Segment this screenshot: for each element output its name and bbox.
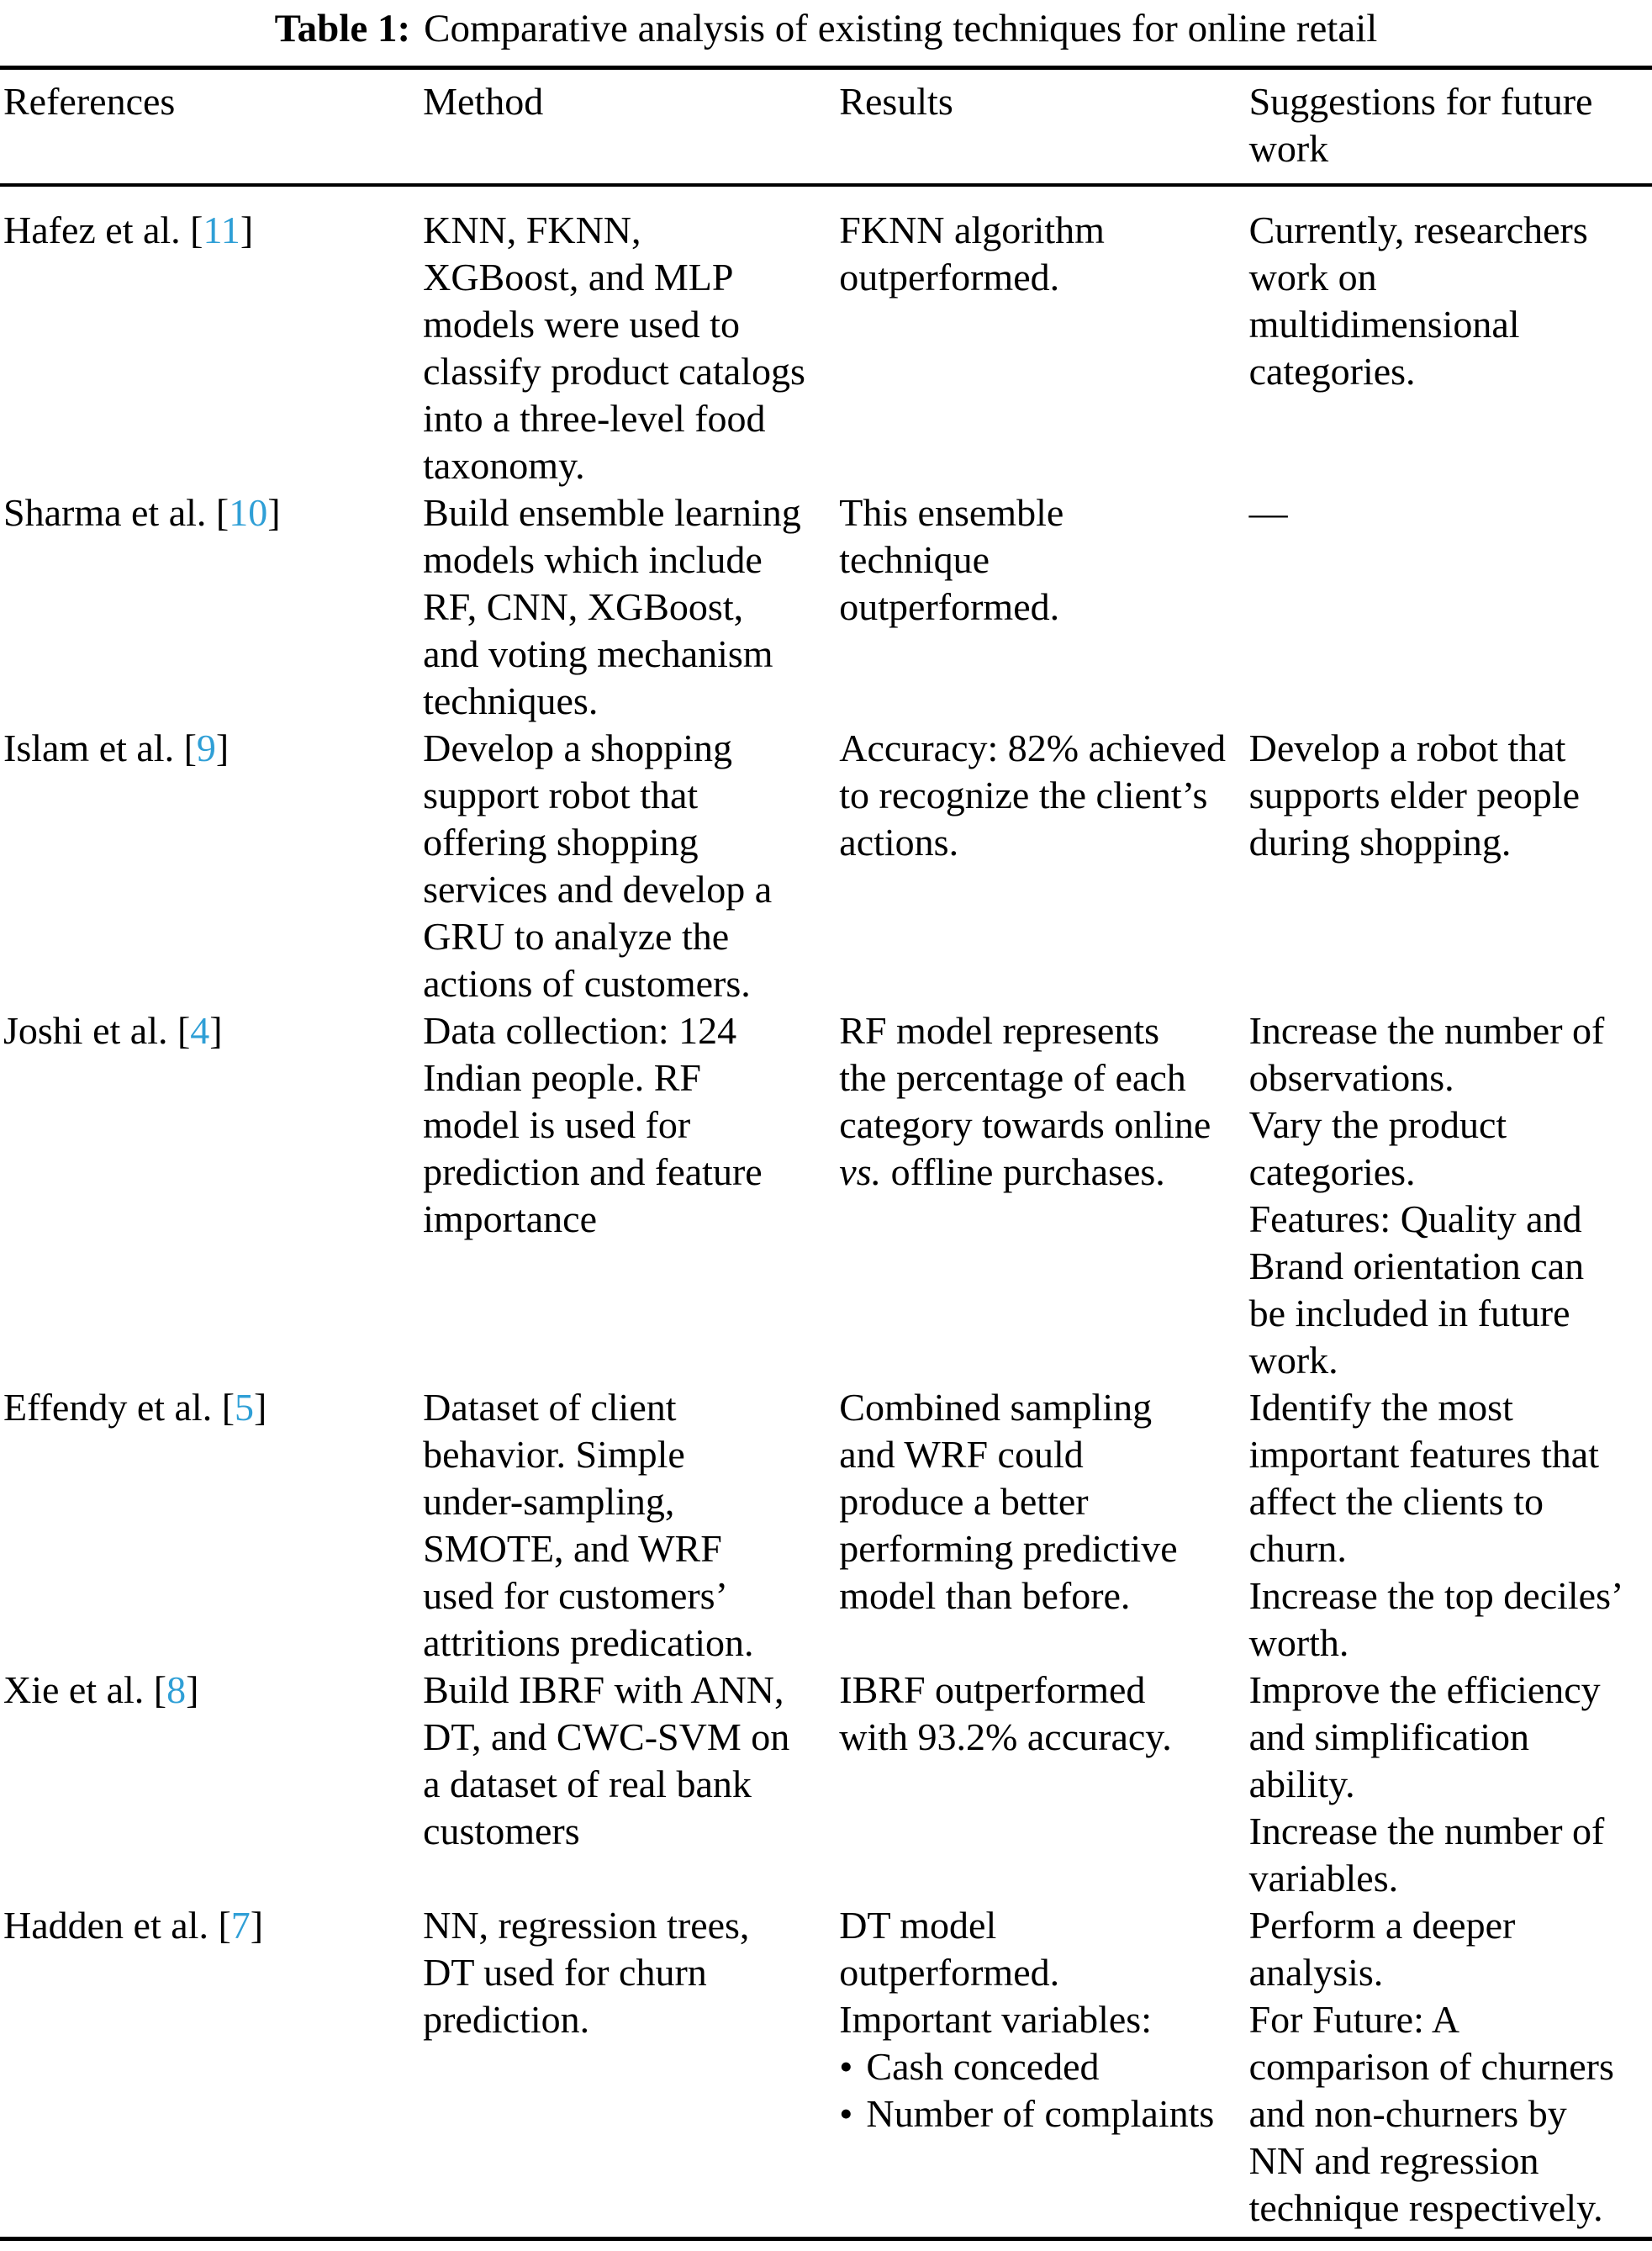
text-line: used for customers’ [423,1574,728,1617]
text-line: DT, and CWC-SVM on [423,1715,790,1758]
text-line: Indian people. RF [423,1056,702,1099]
reference-text: ] [215,727,230,769]
method-cell [420,489,836,725]
suggestions-cell [1246,725,1652,866]
text-line: Increase the number of [1248,1810,1605,1852]
text-line: Data collection: 124 [423,1009,737,1052]
text-line: classify product catalogs [423,350,805,393]
text-line: categories. [1248,350,1416,393]
text-line: model is used for [423,1103,691,1146]
text-line: categories. [1248,1150,1416,1193]
text-line: Develop a shopping [423,727,733,769]
text-line: attritions predication. [423,1621,754,1664]
bullet-item [839,2090,1245,2137]
table-row-hafez [0,207,1652,489]
text-line: FKNN algorithm [839,209,1105,251]
method-cell [420,207,836,489]
text-line: and WRF could [839,1433,1084,1476]
table-top-rule [0,66,1652,70]
text-line: worth. [1248,1621,1349,1664]
table-row-xie [0,1667,1652,1902]
suggestions-cell [1246,1384,1652,1667]
text-line: Build IBRF with ANN, [423,1668,784,1711]
text-line: outperformed. [839,1951,1060,1994]
table-header-row [0,78,1652,172]
reference-entry [3,1384,420,1431]
reference-text: Hadden et al. [ [3,1904,231,1947]
text-line: be included in future [1248,1292,1570,1334]
text-line: services and develop a [423,868,773,911]
column-header-references [0,78,420,125]
text-line: Accuracy: 82% achieved [839,727,1227,769]
header-label: Suggestions for future [1248,80,1593,123]
text-line: and voting mechanism [423,632,773,675]
table-caption-label: Table 1: [274,7,411,50]
text-line: models which include [423,538,763,581]
text-line: Identify the most [1248,1386,1513,1429]
citation-link[interactable]: 10 [229,491,268,534]
text-line: Important variables: [839,1998,1152,2041]
table-row-islam [0,725,1652,1007]
suggestions-cell [1246,1667,1652,1902]
text-line: XGBoost, and MLP [423,256,734,299]
text-line: DT model [839,1904,997,1947]
bullet-item [839,2043,1245,2090]
text-line: supports elder people [1248,774,1581,816]
text-line: GRU to analyze the [423,915,730,958]
text-line: work. [1248,1339,1338,1382]
results-cell [836,489,1245,631]
results-cell [836,1902,1245,2137]
text-line: actions. [839,821,959,864]
em-dash: — [1248,491,1288,534]
results-cell [836,1667,1245,1761]
table-row-sharma [0,489,1652,725]
reference-entry [3,1667,420,1714]
text-line: important features that [1248,1433,1599,1476]
header-label: References [3,80,176,123]
text-line: DT used for churn [423,1951,707,1994]
text-line: Build ensemble learning [423,491,801,534]
reference-text: ] [254,1386,267,1429]
text-line: and non-churners by [1248,2092,1567,2135]
reference-text: ] [267,491,281,534]
text-line: into a three-level food [423,397,766,440]
method-cell [420,1902,836,2043]
reference-text: Joshi et al. [ [3,1009,191,1052]
text-line: produce a better [839,1480,1089,1523]
text-line: techniques. [423,679,599,722]
text-line: technique respectively. [1248,2186,1603,2229]
results-cell [836,725,1245,866]
reference-entry [3,489,420,536]
text-line: performing predictive [839,1527,1178,1570]
method-cell [420,1384,836,1667]
reference-entry [3,1007,420,1054]
text-line: Currently, researchers [1248,209,1588,251]
table-row-joshi [0,1007,1652,1384]
reference-text: Hafez et al. [ [3,209,203,251]
text-line: This ensemble [839,491,1064,534]
text-line: Perform a deeper [1248,1904,1516,1947]
text-line: Dataset of client [423,1386,677,1429]
text-line: NN, regression trees, [423,1904,750,1947]
text-line: a dataset of real bank [423,1762,752,1805]
text-line: Vary the product [1248,1103,1507,1146]
text-line: RF, CNN, XGBoost, [423,585,744,628]
text-line: offline purchases. [881,1150,1165,1193]
text-line: behavior. Simple [423,1433,685,1476]
text-line: observations. [1248,1056,1454,1099]
text-line: to recognize the client’s [839,774,1208,816]
method-cell [420,725,836,1007]
citation-link[interactable]: 7 [230,1904,251,1947]
text-line: customers [423,1810,580,1852]
text-line: the percentage of each [839,1056,1186,1099]
method-cell [420,1667,836,1855]
suggestions-cell [1246,1007,1652,1384]
references-cell [0,725,420,772]
citation-link[interactable]: 4 [190,1009,210,1052]
text-line: actions of customers. [423,962,751,1005]
text-line: ability. [1248,1762,1355,1805]
text-line: with 93.2% accuracy. [839,1715,1172,1758]
text-line: prediction. [423,1998,590,2041]
text-line: For Future: A [1248,1998,1460,2041]
table-bottom-rule [0,2237,1652,2241]
reference-text: Effendy et al. [ [3,1386,235,1429]
text-line: multidimensional [1248,303,1520,346]
text-line: Improve the efficiency [1248,1668,1601,1711]
results-cell [836,1384,1245,1620]
references-cell [0,1667,420,1714]
bullet-icon: • [839,2092,853,2135]
text-line: Increase the top deciles’ [1248,1574,1624,1617]
table-body [0,207,1652,2232]
references-cell [0,1007,420,1054]
citation-link[interactable]: 5 [235,1386,255,1429]
text-line: during shopping. [1248,821,1512,864]
text-line: Features: Quality and [1248,1197,1582,1240]
reference-text: ] [250,1904,264,1947]
reference-text: ] [240,209,254,251]
text-line [839,1149,1245,1196]
reference-entry [3,207,420,254]
text-line: NN and regression [1248,2139,1539,2182]
text-line: KNN, FKNN, [423,209,641,251]
text-line: under-sampling, [423,1480,675,1523]
text-line: Cash conceded [866,2045,1100,2088]
text-line: comparison of churners [1248,2045,1614,2088]
column-header-results [836,78,1245,125]
reference-text: Xie et al. [ [3,1668,167,1711]
reference-text: ] [209,1009,223,1052]
reference-entry [3,725,420,772]
text-line: variables. [1248,1857,1399,1900]
text-line: churn. [1248,1527,1347,1570]
text-line: affect the clients to [1248,1480,1544,1523]
bullet-icon: • [839,2045,853,2088]
references-cell [0,489,420,536]
suggestions-cell [1246,207,1652,395]
table-row-hadden [0,1902,1652,2232]
suggestions-cell [1246,489,1652,536]
column-header-method [420,78,836,125]
results-cell [836,207,1245,301]
reference-text: Islam et al. [ [3,727,197,769]
text-line: SMOTE, and WRF [423,1527,722,1570]
table-row-effendy [0,1384,1652,1667]
vs-italic: vs. [839,1150,882,1193]
text-line: importance [423,1197,598,1240]
text-line: analysis. [1248,1951,1384,1994]
text-line: offering shopping [423,821,699,864]
text-line: and simplification [1248,1715,1530,1758]
results-cell [836,1007,1245,1196]
header-label: work [1248,127,1329,170]
table-header-rule [0,183,1652,187]
reference-text: Sharma et al. [ [3,491,230,534]
citation-link[interactable]: 11 [203,209,240,251]
header-label: Method [423,80,544,123]
text-line: IBRF outperformed [839,1668,1146,1711]
text-line: Combined sampling [839,1386,1153,1429]
text-line: model than before. [839,1574,1131,1617]
table-caption-text: Comparative analysis of existing techniques for online retail [424,7,1378,50]
text-line: outperformed. [839,585,1060,628]
citation-link[interactable]: 9 [196,727,216,769]
reference-text: ] [186,1668,199,1711]
suggestions-cell [1246,1902,1652,2232]
text-line: technique [839,538,990,581]
column-header-suggestions [1246,78,1652,172]
text-line: models were used to [423,303,740,346]
references-cell [0,207,420,254]
citation-link[interactable]: 8 [166,1668,187,1711]
text-line: work on [1248,256,1377,299]
references-cell [0,1384,420,1431]
text-line: category towards online [839,1103,1211,1146]
method-cell [420,1007,836,1243]
text-line: outperformed. [839,256,1060,299]
references-cell [0,1902,420,1949]
reference-entry [3,1902,420,1949]
text-line: support robot that [423,774,699,816]
text-line: Number of complaints [866,2092,1215,2135]
text-line: Increase the number of [1248,1009,1605,1052]
text-line: Brand orientation can [1248,1244,1585,1287]
header-label: Results [839,80,953,123]
text-line: RF model represents [839,1009,1159,1052]
table-caption [0,5,1652,52]
text-line: prediction and feature [423,1150,763,1193]
text-line: taxonomy. [423,444,585,487]
text-line: Develop a robot that [1248,727,1566,769]
